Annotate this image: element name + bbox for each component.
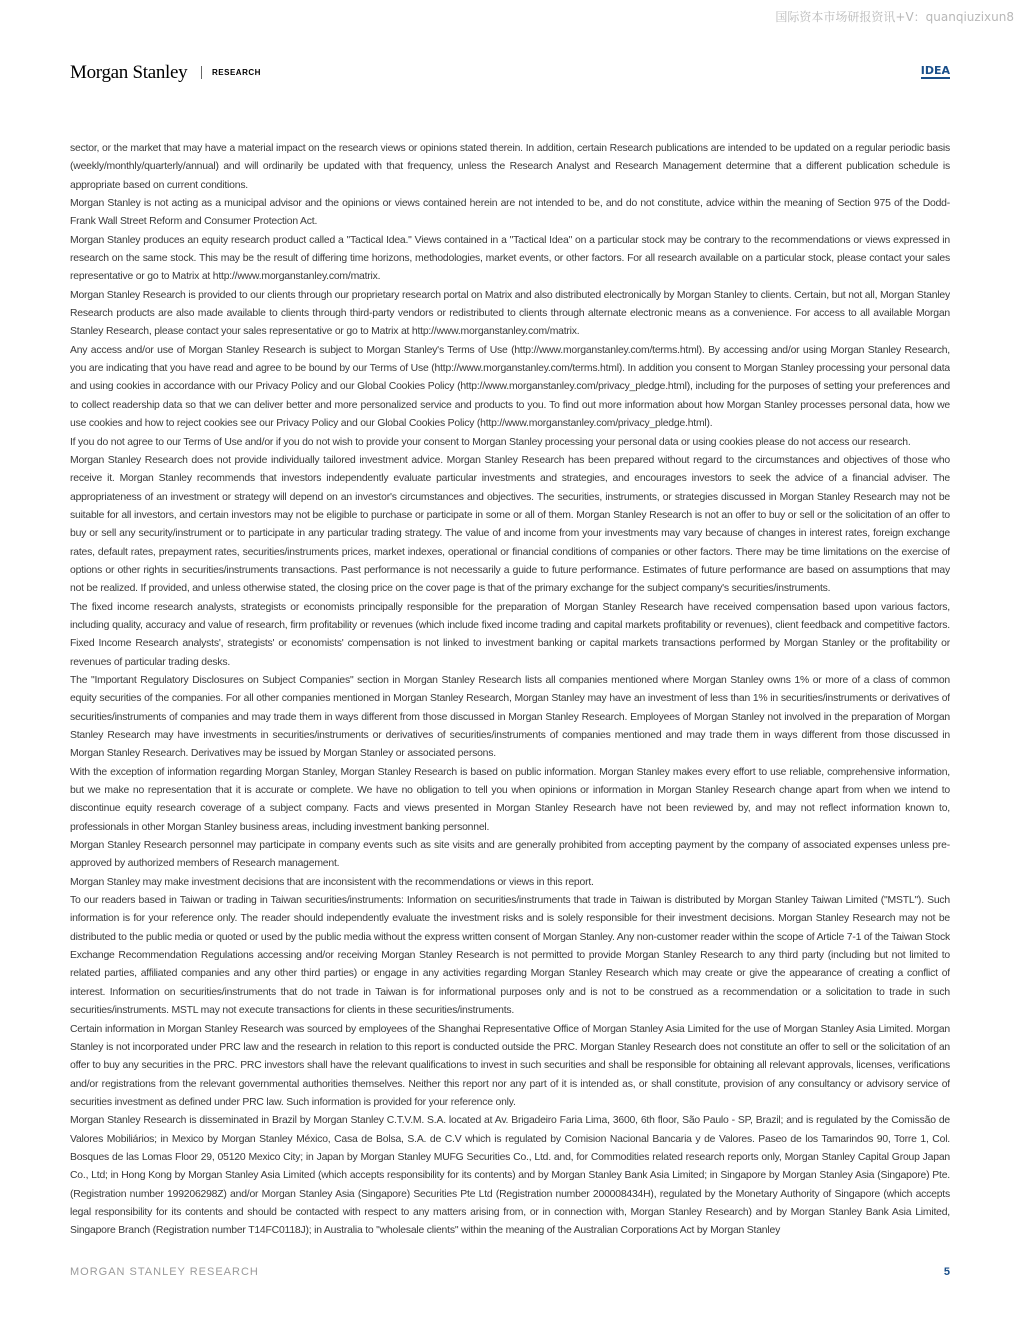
paragraph: The "Important Regulatory Disclosures on Subject Companies" section in Morgan Stanley Research lists all companies mentioned where Morgan Stanley owns 1% or more of a class of common equity securities of the companies. For all other companies mentioned in Morgan Stanley Research, Morgan Stanley may have an investment of less than 1% in securities/instruments or derivatives of securities/instruments of companies and may trade them in ways different from those discussed in Morgan Stanley Research. Employees of Morgan Stanley not involved in the preparation of Morgan Stanley Research may have investments in securities/instruments or derivatives of securities/instruments of companies mentioned and may trade them in ways different from those discussed in Morgan Stanley Research. Derivatives may be issued by Morgan Stanley or associated persons. [70,674,950,760]
morgan-stanley-logo: Morgan Stanley [70,62,188,83]
page-number: 5 [943,1266,950,1278]
paragraph: Morgan Stanley Research does not provide individually tailored investment advice. Morgan Stanley Research has been prepared without regard to the circumstances and objectives of those who receive it. Morgan Stanley recommends that investors independently evaluate particular investments and strategies, and encourages investors to seek the advice of a financial adviser. The appropriateness of an investment or strategy will depend on an investor's circumstances and objectives. The securities, instruments, or strategies discussed in Morgan Stanley Research may not be suitable for all investors, and certain investors may not be eligible to purchase or participate in some or all of them. Morgan Stanley Research is not an offer to buy or sell or the solicitation of an offer to buy or sell any security/instrument or to participate in any particular trading strategy. The value of and income from your investments may vary because of changes in interest rates, foreign exchange rates, default rates, prepayment rates, securities/instruments prices, market indexes, operational or financial conditions of companies or other factors. There may be time limitations on the exercise of options or other rights in securities/instruments transactions. Past performance is not necessarily a guide to future performance. Estimates of future performance are based on assumptions that may not be realized. If provided, and unless otherwise stated, the closing price on the cover page is that of the primary exchange for the subject company's securities/instruments. [70,454,950,595]
paragraph: sector, or the market that may have a material impact on the research views or opinions stated therein. In addition, certain Research publications are intended to be updated on a regular periodic basis (weekly/monthly/quarterly/annual) and will ordinarily be updated with that frequency, unless the Research Analyst and Research Management determine that a different publication schedule is appropriate based on current conditions. [70,143,950,191]
footer-label: MORGAN STANLEY RESEARCH [70,1266,259,1278]
paragraph: With the exception of information regarding Morgan Stanley, Morgan Stanley Research is based on public information. Morgan Stanley makes every effort to use reliable, comprehensive information, but we make no representation that it is accurate or complete. We have no obligation to tell you when opinions or information in Morgan Stanley Research change apart from when we intend to discontinue equity research coverage of a subject company. Facts and views presented in Morgan Stanley Research have not been reviewed by, and may not reflect information known to, professionals in other Morgan Stanley business areas, including investment banking personnel. [70,766,950,833]
paragraph: Morgan Stanley may make investment decisions that are inconsistent with the recommendations or views in this report. [70,876,594,888]
paragraph: If you do not agree to our Terms of Use and/or if you do not wish to provide your consent to Morgan Stanley processing your personal data or using cookies please do not access our research. [70,436,911,448]
paragraph: Morgan Stanley Research personnel may participate in company events such as site visits and are generally prohibited from accepting payment by the company of associated expenses unless pre-approved by authorized members of Research management. [70,840,950,870]
idea-tag: IDEA [920,64,950,77]
paragraph: Any access and/or use of Morgan Stanley Research is subject to Morgan Stanley's Terms of Use (http://www.morganstanley.com/terms.html). By accessing and/or using Morgan Stanley Research, you are indicating that you have read and agree to be bound by our Terms of Use (http://www.morganstanley.com/terms.html). In addition you consent to Morgan Stanley processing your personal data and using cookies in accordance with our Privacy Policy and our Global Cookies Policy (http://www.morganstanley.com/privacy_pledge.html), including for the purposes of setting your preferences and to collect readership data so that we can deliver better and more personalized service and products to you. To find out more information about how Morgan Stanley processes personal data, how we use cookies and how to reject cookies see our Privacy Policy and our Global Cookies Policy (http://www.morganstanley.com/privacy_pledge.html). [70,344,950,430]
paragraph: Morgan Stanley is not acting as a municipal advisor and the opinions or views contained herein are not intended to be, and do not constitute, advice within the meaning of Section 975 of the Dodd-Frank Wall Street Reform and Consumer Protection Act. [70,198,950,228]
paragraph: Morgan Stanley Research is disseminated in Brazil by Morgan Stanley C.T.V.M. S.A. located at Av. Brigadeiro Faria Lima, 3600, 6th floor, São Paulo - SP, Brazil; and is regulated by the Comissão de Valores Mobiliários; in Mexico by Morgan Stanley México, Casa de Bolsa, S.A. de C.V which is regulated by Comision Nacional Bancaria y de Valores. Paseo de los Tamarindos 90, Torre 1, Col. Bosques de las Lomas Floor 29, 05120 Mexico City; in Japan by Morgan Stanley MUFG Securities Co., Ltd. and, for Commodities related research reports only, Morgan Stanley Capital Group Japan Co., Ltd; in Hong Kong by Morgan Stanley Asia Limited (which accepts responsibility for its contents) and by Morgan Stanley Bank Asia Limited; in Singapore by Morgan Stanley Asia (Singapore) Pte. (Registration number 199206298Z) and/or Morgan Stanley Asia (Singapore) Securities Pte Ltd (Registration number 200008434H), regulated by the Monetary Authority of Singapore (which accepts legal responsibility for its contents and should be contacted with respect to any matters arising from, or in connection with, Morgan Stanley Research) and by Morgan Stanley Bank Asia Limited, Singapore Branch (Registration number T14FC0118J); in Australia to "wholesale clients" within the meaning of the Australian Corporations Act by Morgan Stanley [70,1115,950,1237]
watermark-text: 国际资本市场研报资讯+V：quanqiuzixun8 [775,10,1014,24]
paragraph: Certain information in Morgan Stanley Research was sourced by employees of the Shanghai Representative Office of Morgan Stanley Asia Limited for the use of Morgan Stanley Asia Limited. Morgan Stanley is not incorporated under PRC law and the research in relation to this report is conducted outside the PRC. Morgan Stanley Research does not constitute an offer to sell or the solicitation of an offer to buy any securities in the PRC. PRC investors shall have the relevant qualifications to invest in such securities and shall be responsible for obtaining all relevant approvals, licenses, verifications and/or registrations from the relevant governmental authorities themselves. Neither this report nor any part of it is intended as, or shall constitute, provision of any consultancy or advisory service of securities investment as defined under PRC law. Such information is provided for your reference only. [70,1023,950,1108]
page-header [70,62,950,84]
paragraph: To our readers based in Taiwan or trading in Taiwan securities/instruments: Information on securities/instruments that trade in Taiwan is distributed by Morgan Stanley Taiwan Limited ("MSTL"). Such information is for your reference only. The reader should independently evaluate the investment risks and is solely responsible for their investment decisions. Morgan Stanley Research may not be distributed to the public media or quoted or used by the public media without the express written consent of Morgan Stanley. Any non-customer reader within the scope of Article 7-1 of the Taiwan Stock Exchange Recommendation Regulations accessing and/or receiving Morgan Stanley Research is not permitted to provide Morgan Stanley Research to any third party (including but not limited to related parties, affiliated companies and any other third parties) or engage in any activities regarding Morgan Stanley Research which may create or give the appearance of creating a conflict of interest. Information on securities/instruments that do not trade in Taiwan is for informational purposes only and is not to be construed as a recommendation or a solicitation to trade in such securities/instruments. MSTL may not execute transactions for clients in these securities/instruments. [70,895,950,1017]
header-section-label: RESEARCH [212,68,261,77]
paragraph: Morgan Stanley produces an equity research product called a "Tactical Idea." Views contained in a "Tactical Idea" on a particular stock may be contrary to the recommendations or views expressed in research on the same stock. This may be the result of differing time horizons, methodologies, market events, or other factors. For all research available on a particular stock, please contact your sales representative or go to Matrix at http://www.morganstanley.com/matrix. [70,234,950,283]
header-divider [201,66,202,79]
disclosure-body [70,140,950,1258]
paragraph: Morgan Stanley Research is provided to our clients through our proprietary research portal on Matrix and also distributed electronically by Morgan Stanley to clients. Certain, but not all, Morgan Stanley Research products are also made available to clients through third-party vendors or redistributed to clients through alternate electronic means as a convenience. For access to all available Morgan Stanley Research, please contact your sales representative or go to Matrix at http://www.morganstanley.com/matrix. [70,289,950,338]
paragraph: The fixed income research analysts, strategists or economists principally responsible for the preparation of Morgan Stanley Research have received compensation based upon various factors, including quality, accuracy and value of research, firm profitability or revenues (which include fixed income trading and capital markets profitability or revenues), client feedback and competitive factors. Fixed Income Research analysts', strategists' or economists' compensation is not linked to investment banking or capital markets transactions performed by Morgan Stanley or the profitability or revenues of particular trading desks. [70,601,950,668]
page-footer [70,1266,950,1282]
